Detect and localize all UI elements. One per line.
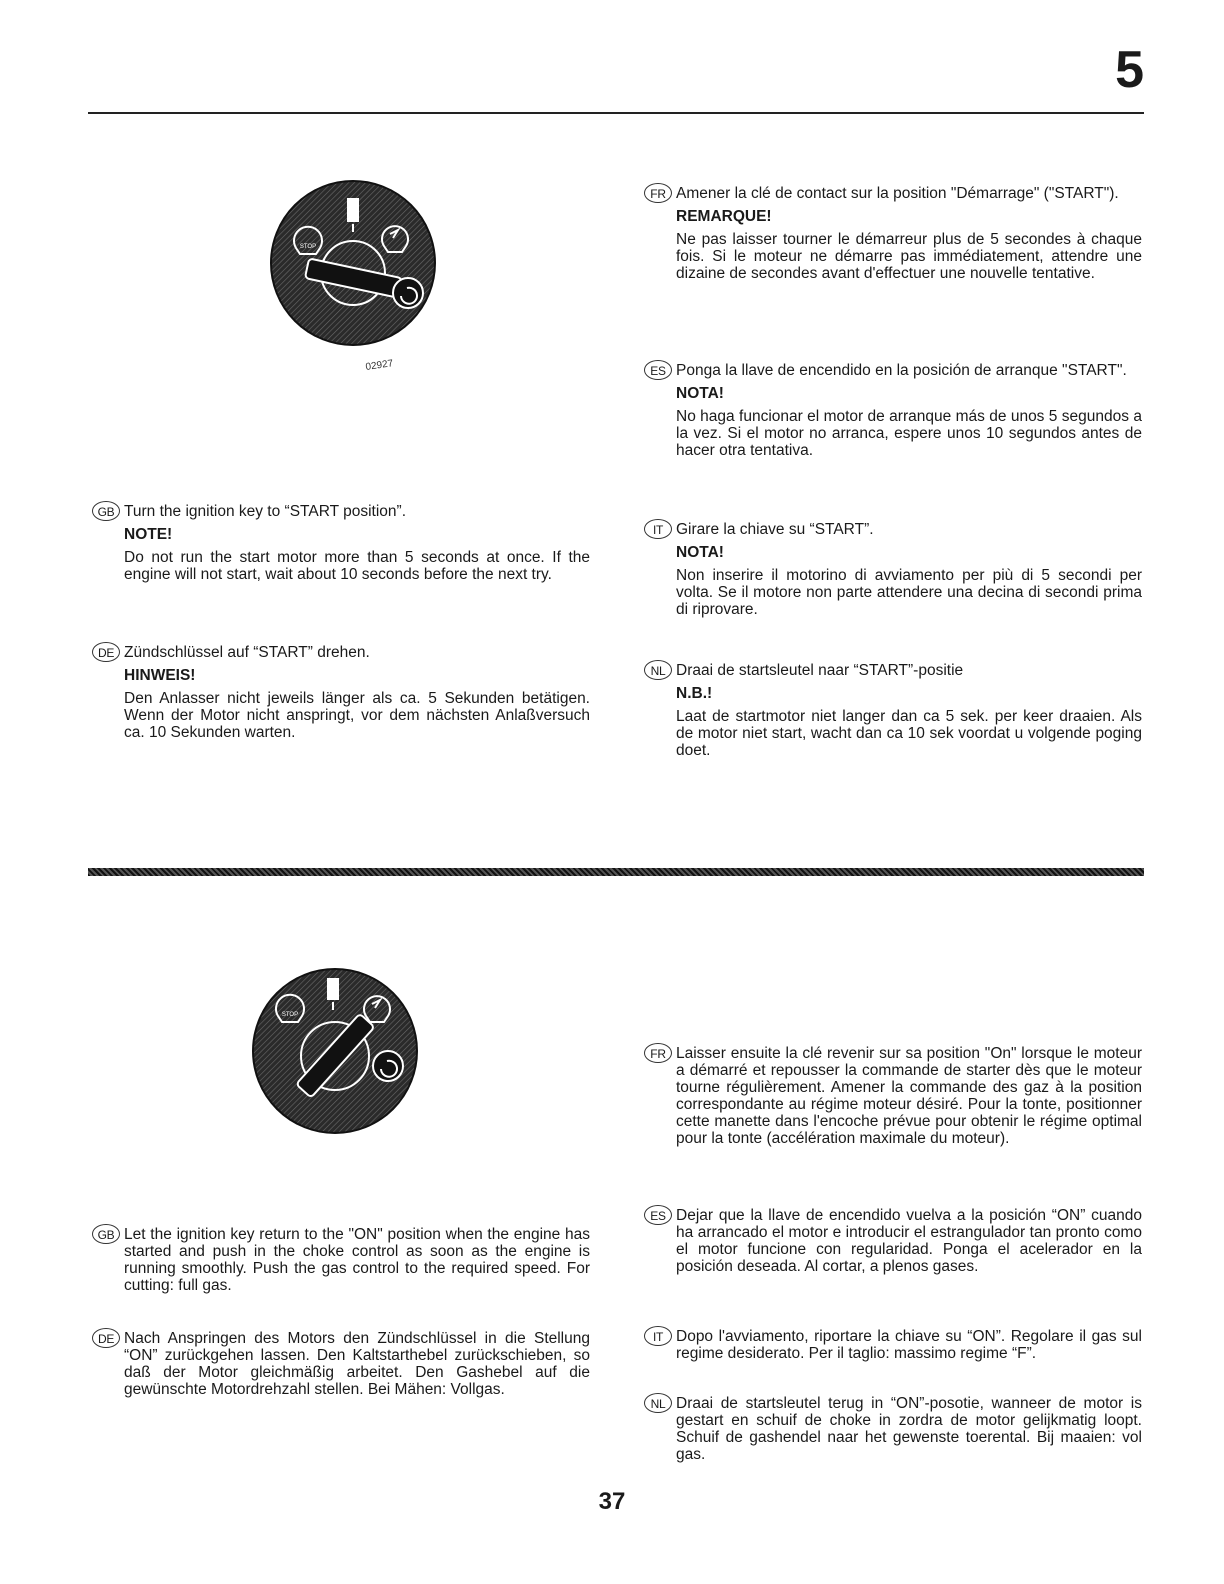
gb-note-body: Do not run the start motor more than 5 seconds at once. If the engine will not start, wait about 10 seconds before the next try. <box>124 549 590 583</box>
start-symbol-icon <box>393 278 423 308</box>
start-symbol-icon <box>373 1051 403 1081</box>
es-note-title: NOTA! <box>676 385 724 402</box>
gb-note-title: NOTE! <box>124 526 173 543</box>
de-instruction: Nach Anspringen des Motors den Zündschlüssel in die Stellung “ON” zurückgehen lassen. Den Kaltstarthebel zurückschieben, so daß der Motor gleichmäßig arbeitet. Den Gashebel auf die gewünschte Motordrehzahl stellen. Bei Mähen: Vollgas. <box>124 1330 590 1398</box>
lang-badge-de: DE <box>92 642 120 662</box>
chapter-number: 5 <box>1115 41 1144 99</box>
section2-es <box>644 1207 1142 1275</box>
nl-note-body: Laat de startmotor niet langer dan ca 5 sek. per keer draaien. Als de motor niet start, wacht dan ca 10 sek voordat u volgende poging doet. <box>676 708 1142 759</box>
section1-es <box>644 362 1142 459</box>
lang-badge-it: IT <box>644 519 672 539</box>
section2-gb <box>92 1226 590 1294</box>
section1-fr <box>644 185 1142 282</box>
stop-label: STOP <box>281 1012 299 1018</box>
nl-instruction: Draai de startsleutel terug in “ON”-posotie, wanneer de motor is gestart en schuif de choke in zordra de motor gelijkmatig loopt. Schuif de gashendel naar het gewenste toerental. Bij maaien: vol gas. <box>676 1395 1142 1463</box>
ignition-switch-on-figure <box>250 966 420 1136</box>
section2-de <box>92 1330 590 1398</box>
fr-note-body: Ne pas laisser tourner le démarreur plus de 5 secondes à chaque fois. Si le moteur ne démarre pas immédiatement, attendre une dizaine de secondes avant d'effectuer une nouvelle tentative. <box>676 231 1142 282</box>
es-note-body: No haga funcionar el motor de arranque más de unos 5 segundos a la vez. Si el motor no arranca, espere unos 10 segundos antes de hacer otra tentativa. <box>676 408 1142 459</box>
it-note-body: Non inserire il motorino di avviamento per più di 5 secondi per volta. Se il motore non parte attendere una decina di secondi prima di riprovare. <box>676 567 1142 618</box>
fr-instruction: Laisser ensuite la clé revenir sur sa position "On" lorsque le moteur a démarré et repousser la commande de starter dès que le moteur tourne régulièrement. Amener la commande des gaz à la position correspondante au régime moteur désiré. Pour la tonte, positionner cette manette dans l'encoche prévue pour obtenir le régime optimal pour la tonte (accélération maximale du moteur). <box>676 1045 1142 1147</box>
lang-badge-fr: FR <box>644 1043 672 1063</box>
section2-it <box>644 1328 1142 1362</box>
figure-caption: 02927 <box>364 358 394 373</box>
es-instruction: Ponga la llave de encendido en la posición de arranque "START". <box>676 362 1127 379</box>
lang-badge-it: IT <box>644 1326 672 1346</box>
fr-note-title: REMARQUE! <box>676 208 772 225</box>
section1-de <box>92 644 590 741</box>
section2-fr <box>644 1045 1142 1147</box>
section1-it <box>644 521 1142 618</box>
lang-badge-es: ES <box>644 360 672 380</box>
lang-badge-gb: GB <box>92 501 120 521</box>
section1-nl <box>644 662 1142 759</box>
lang-badge-es: ES <box>644 1205 672 1225</box>
nl-instruction: Draai de startsleutel naar “START”-positie <box>676 662 964 679</box>
it-instruction: Girare la chiave su “START”. <box>676 521 874 538</box>
it-instruction: Dopo l'avviamento, riportare la chiave su “ON”. Regolare il gas sul regime desiderato. Per il taglio: massimo regime “F”. <box>676 1328 1142 1362</box>
section-divider <box>88 868 1144 876</box>
de-instruction: Zündschlüssel auf “START” drehen. <box>124 644 370 661</box>
de-note-body: Den Anlasser nicht jeweils länger als ca. 5 Sekunden betätigen. Wenn der Motor nicht anspringt, vor dem nächsten Anlaßversuch ca. 10 Sekunden warten. <box>124 690 590 741</box>
section1-gb <box>92 503 590 583</box>
es-instruction: Dejar que la llave de encendido vuelva a la posición “ON” cuando ha arrancado el motor e introducir el estrangulador tan pronto como el motor funcione con regularidad. Ponga el acelerador en la posición deseada. Al cortar, a plenos gases. <box>676 1207 1142 1275</box>
page-number: 37 <box>598 1488 626 1515</box>
de-note-title: HINWEIS! <box>124 667 196 684</box>
stop-label: STOP <box>299 244 317 250</box>
fr-instruction: Amener la clé de contact sur la position "Démarrage" ("START"). <box>676 185 1119 202</box>
top-divider <box>88 112 1144 114</box>
gb-instruction: Turn the ignition key to “START position”. <box>124 503 406 520</box>
ignition-switch-start-figure <box>268 178 438 378</box>
lang-badge-gb: GB <box>92 1224 120 1244</box>
gb-instruction: Let the ignition key return to the "ON" position when the engine has started and push in the choke control as soon as the engine is running smoothly. Push the gas control to the required speed. For cutting: full gas. <box>124 1226 590 1294</box>
lang-badge-fr: FR <box>644 183 672 203</box>
lang-badge-nl: NL <box>644 1393 672 1413</box>
lang-badge-nl: NL <box>644 660 672 680</box>
it-note-title: NOTA! <box>676 544 724 561</box>
section2-nl <box>644 1395 1142 1463</box>
nl-note-title: N.B.! <box>676 685 713 702</box>
lang-badge-de: DE <box>92 1328 120 1348</box>
